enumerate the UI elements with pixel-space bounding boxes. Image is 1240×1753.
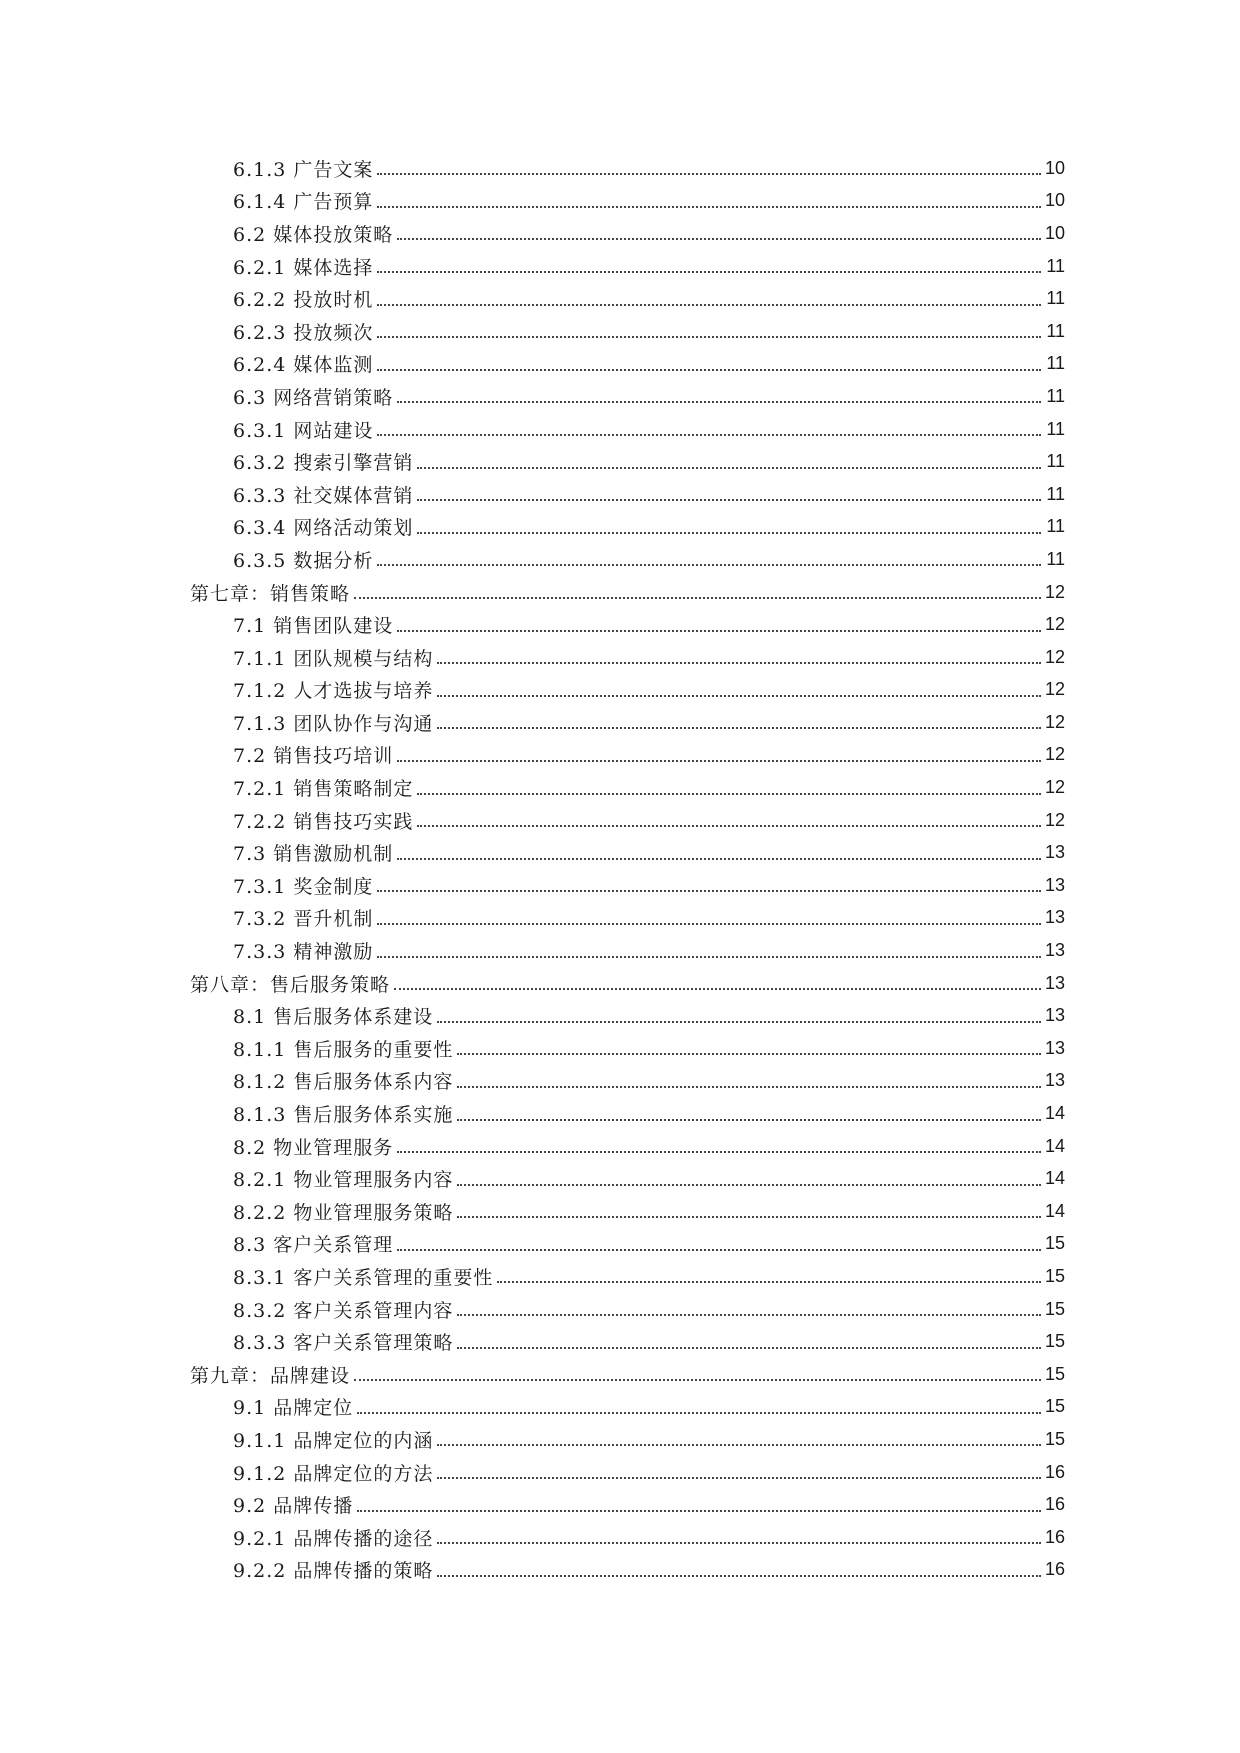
toc-section-entry[interactable] — [0, 1325, 1240, 1358]
toc-page-number: 12 — [1044, 744, 1065, 765]
toc-chapter-entry[interactable] — [0, 967, 1240, 1000]
toc-entry-title: 7.1.3 团队协作与沟通 — [233, 709, 435, 736]
toc-page-number: 12 — [1044, 711, 1065, 732]
toc-entry-title: 8.3 客户关系管理 — [233, 1230, 395, 1257]
toc-page-number: 12 — [1044, 646, 1065, 667]
toc-page-number: 12 — [1044, 679, 1065, 700]
toc-page-number: 10 — [1044, 190, 1065, 211]
toc-entry-title: 8.1.2 售后服务体系内容 — [233, 1067, 455, 1094]
toc-entry-title: 9.2.1 品牌传播的途径 — [233, 1524, 435, 1551]
toc-dot-leader — [354, 577, 1041, 599]
toc-page-number: 16 — [1044, 1559, 1065, 1580]
toc-entry-title: 6.3 网络营销策略 — [233, 383, 395, 410]
toc-section-entry[interactable] — [0, 771, 1240, 804]
table-of-contents — [0, 152, 1240, 1586]
toc-section-entry[interactable] — [0, 999, 1240, 1032]
toc-page-number: 16 — [1044, 1494, 1065, 1515]
toc-dot-leader — [354, 1359, 1041, 1381]
toc-entry-title: 7.3.1 奖金制度 — [233, 872, 375, 899]
toc-dot-leader — [437, 642, 1041, 664]
toc-page-number: 11 — [1046, 548, 1065, 569]
toc-page-number: 15 — [1044, 1363, 1065, 1384]
toc-dot-leader — [437, 1424, 1041, 1446]
toc-dot-leader — [457, 1327, 1041, 1349]
toc-page-number: 12 — [1044, 809, 1065, 830]
toc-section-entry[interactable] — [0, 1554, 1240, 1587]
toc-dot-leader — [377, 903, 1041, 925]
toc-dot-leader — [377, 414, 1041, 436]
toc-dot-leader — [377, 284, 1041, 306]
toc-dot-leader — [417, 512, 1041, 534]
toc-dot-leader — [397, 218, 1041, 240]
toc-section-entry[interactable] — [0, 1097, 1240, 1130]
toc-dot-leader — [417, 805, 1041, 827]
toc-entry-title: 6.2.1 媒体选择 — [233, 253, 375, 280]
toc-entry-title: 第七章：销售策略 — [190, 579, 352, 606]
toc-section-entry[interactable] — [0, 185, 1240, 218]
toc-section-entry[interactable] — [0, 1260, 1240, 1293]
toc-section-entry[interactable] — [0, 315, 1240, 348]
toc-dot-leader — [437, 675, 1041, 697]
toc-section-entry[interactable] — [0, 217, 1240, 250]
toc-dot-leader — [377, 251, 1041, 273]
toc-section-entry[interactable] — [0, 1065, 1240, 1098]
toc-section-entry[interactable] — [0, 836, 1240, 869]
toc-page-number: 11 — [1046, 320, 1065, 341]
toc-page-number: 14 — [1044, 1200, 1065, 1221]
toc-section-entry[interactable] — [0, 152, 1240, 185]
toc-entry-title: 6.3.4 网络活动策划 — [233, 513, 415, 540]
toc-section-entry[interactable] — [0, 413, 1240, 446]
toc-entry-title: 7.2.2 销售技巧实践 — [233, 807, 415, 834]
toc-page-number: 14 — [1044, 1168, 1065, 1189]
toc-dot-leader — [377, 870, 1041, 892]
toc-page-number: 16 — [1044, 1526, 1065, 1547]
toc-dot-leader — [377, 544, 1041, 566]
toc-entry-title: 9.2.2 品牌传播的策略 — [233, 1556, 435, 1583]
toc-page-number: 13 — [1044, 874, 1065, 895]
toc-entry-title: 7.2.1 销售策略制定 — [233, 774, 415, 801]
toc-page-number: 15 — [1044, 1265, 1065, 1286]
toc-page-number: 11 — [1046, 483, 1065, 504]
toc-section-entry[interactable] — [0, 706, 1240, 739]
toc-page-number: 15 — [1044, 1331, 1065, 1352]
toc-dot-leader — [457, 1164, 1041, 1186]
toc-entry-title: 8.3.1 客户关系管理的重要性 — [233, 1263, 495, 1290]
toc-section-entry[interactable] — [0, 1488, 1240, 1521]
toc-entry-title: 9.2 品牌传播 — [233, 1491, 355, 1518]
toc-dot-leader — [417, 479, 1041, 501]
toc-section-entry[interactable] — [0, 1195, 1240, 1228]
toc-section-entry[interactable] — [0, 902, 1240, 935]
toc-dot-leader — [357, 1392, 1041, 1414]
toc-page-number: 13 — [1044, 907, 1065, 928]
toc-section-entry[interactable] — [0, 1130, 1240, 1163]
toc-entry-title: 7.1.2 人才选拔与培养 — [233, 676, 435, 703]
toc-dot-leader — [377, 316, 1041, 338]
toc-entry-title: 8.1.1 售后服务的重要性 — [233, 1035, 455, 1062]
toc-section-entry[interactable] — [0, 348, 1240, 381]
toc-section-entry[interactable] — [0, 934, 1240, 967]
toc-dot-leader — [457, 1099, 1041, 1121]
toc-section-entry[interactable] — [0, 282, 1240, 315]
toc-page-number: 13 — [1044, 1070, 1065, 1091]
toc-entry-title: 7.2 销售技巧培训 — [233, 741, 395, 768]
toc-dot-leader — [417, 773, 1041, 795]
toc-entry-title: 8.2.1 物业管理服务内容 — [233, 1165, 455, 1192]
toc-entry-title: 6.3.1 网站建设 — [233, 416, 375, 443]
toc-entry-title: 7.1.1 团队规模与结构 — [233, 644, 435, 671]
toc-chapter-entry[interactable] — [0, 1358, 1240, 1391]
toc-section-entry[interactable] — [0, 739, 1240, 772]
toc-section-entry[interactable] — [0, 1423, 1240, 1456]
toc-section-entry[interactable] — [0, 1228, 1240, 1261]
toc-page-number: 14 — [1044, 1135, 1065, 1156]
toc-section-entry[interactable] — [0, 641, 1240, 674]
toc-dot-leader — [397, 1229, 1041, 1251]
toc-section-entry[interactable] — [0, 511, 1240, 544]
toc-dot-leader — [457, 1033, 1041, 1055]
toc-section-entry[interactable] — [0, 543, 1240, 576]
toc-entry-title: 7.1 销售团队建设 — [233, 611, 395, 638]
toc-dot-leader — [417, 447, 1041, 469]
toc-section-entry[interactable] — [0, 250, 1240, 283]
toc-page-number: 15 — [1044, 1233, 1065, 1254]
toc-chapter-entry[interactable] — [0, 576, 1240, 609]
toc-dot-leader — [437, 1457, 1041, 1479]
toc-dot-leader — [397, 838, 1041, 860]
toc-dot-leader — [397, 1131, 1041, 1153]
toc-page-number: 13 — [1044, 1037, 1065, 1058]
toc-entry-title: 9.1.2 品牌定位的方法 — [233, 1459, 435, 1486]
toc-page-number: 12 — [1044, 614, 1065, 635]
toc-dot-leader — [397, 381, 1041, 403]
toc-dot-leader — [457, 1294, 1041, 1316]
toc-entry-title: 6.2.3 投放频次 — [233, 318, 375, 345]
toc-dot-leader — [397, 610, 1041, 632]
toc-page-number: 15 — [1044, 1428, 1065, 1449]
toc-entry-title: 6.2.2 投放时机 — [233, 285, 375, 312]
toc-section-entry[interactable] — [0, 674, 1240, 707]
toc-section-entry[interactable] — [0, 1521, 1240, 1554]
toc-section-entry[interactable] — [0, 1032, 1240, 1065]
toc-section-entry[interactable] — [0, 1162, 1240, 1195]
toc-page-number: 10 — [1044, 157, 1065, 178]
toc-dot-leader — [357, 1490, 1041, 1512]
toc-entry-title: 第九章：品牌建设 — [190, 1361, 352, 1388]
toc-entry-title: 6.3.2 搜索引擎营销 — [233, 448, 415, 475]
toc-entry-title: 7.3 销售激励机制 — [233, 839, 395, 866]
toc-page-number: 13 — [1044, 972, 1065, 993]
toc-page-number: 13 — [1044, 1005, 1065, 1026]
toc-page-number: 11 — [1046, 516, 1065, 537]
toc-page-number: 11 — [1046, 353, 1065, 374]
toc-page-number: 11 — [1046, 288, 1065, 309]
toc-section-entry[interactable] — [0, 1391, 1240, 1424]
toc-page-number: 11 — [1046, 385, 1065, 406]
toc-section-entry[interactable] — [0, 869, 1240, 902]
toc-entry-title: 8.1.3 售后服务体系实施 — [233, 1100, 455, 1127]
toc-entry-title: 6.1.4 广告预算 — [233, 187, 375, 214]
toc-section-entry[interactable] — [0, 1456, 1240, 1489]
toc-page-number: 12 — [1044, 581, 1065, 602]
toc-page-number: 13 — [1044, 842, 1065, 863]
toc-dot-leader — [377, 186, 1041, 208]
toc-entry-title: 7.3.2 晋升机制 — [233, 904, 375, 931]
toc-dot-leader — [397, 740, 1041, 762]
toc-entry-title: 8.2.2 物业管理服务策略 — [233, 1198, 455, 1225]
toc-page-number: 15 — [1044, 1396, 1065, 1417]
toc-page-number: 15 — [1044, 1298, 1065, 1319]
toc-section-entry[interactable] — [0, 380, 1240, 413]
toc-entry-title: 6.2.4 媒体监测 — [233, 350, 375, 377]
toc-entry-title: 第八章：售后服务策略 — [190, 970, 392, 997]
toc-entry-title: 6.1.3 广告文案 — [233, 155, 375, 182]
toc-page-number: 11 — [1046, 451, 1065, 472]
toc-entry-title: 9.1 品牌定位 — [233, 1393, 355, 1420]
toc-section-entry[interactable] — [0, 608, 1240, 641]
toc-dot-leader — [377, 153, 1041, 175]
toc-entry-title: 9.1.1 品牌定位的内涵 — [233, 1426, 435, 1453]
toc-section-entry[interactable] — [0, 804, 1240, 837]
toc-page-number: 10 — [1044, 222, 1065, 243]
toc-dot-leader — [377, 349, 1041, 371]
toc-page-number: 16 — [1044, 1461, 1065, 1482]
toc-entry-title: 6.3.3 社交媒体营销 — [233, 481, 415, 508]
toc-entry-title: 6.2 媒体投放策略 — [233, 220, 395, 247]
toc-dot-leader — [394, 968, 1041, 990]
toc-entry-title: 8.1 售后服务体系建设 — [233, 1002, 435, 1029]
toc-section-entry[interactable] — [0, 478, 1240, 511]
toc-page-number: 13 — [1044, 940, 1065, 961]
toc-page-number: 11 — [1046, 418, 1065, 439]
toc-entry-title: 8.3.3 客户关系管理策略 — [233, 1328, 455, 1355]
toc-section-entry[interactable] — [0, 445, 1240, 478]
toc-dot-leader — [437, 707, 1041, 729]
toc-dot-leader — [437, 1522, 1041, 1544]
toc-dot-leader — [377, 936, 1041, 958]
toc-entry-title: 7.3.3 精神激励 — [233, 937, 375, 964]
toc-dot-leader — [457, 1066, 1041, 1088]
toc-page-number: 12 — [1044, 777, 1065, 798]
toc-dot-leader — [457, 1196, 1041, 1218]
toc-page-number: 14 — [1044, 1103, 1065, 1124]
toc-dot-leader — [497, 1261, 1041, 1283]
toc-section-entry[interactable] — [0, 1293, 1240, 1326]
toc-entry-title: 8.2 物业管理服务 — [233, 1133, 395, 1160]
toc-dot-leader — [437, 1555, 1041, 1577]
toc-page-number: 11 — [1046, 255, 1065, 276]
toc-dot-leader — [437, 1001, 1041, 1023]
toc-entry-title: 8.3.2 客户关系管理内容 — [233, 1296, 455, 1323]
toc-entry-title: 6.3.5 数据分析 — [233, 546, 375, 573]
